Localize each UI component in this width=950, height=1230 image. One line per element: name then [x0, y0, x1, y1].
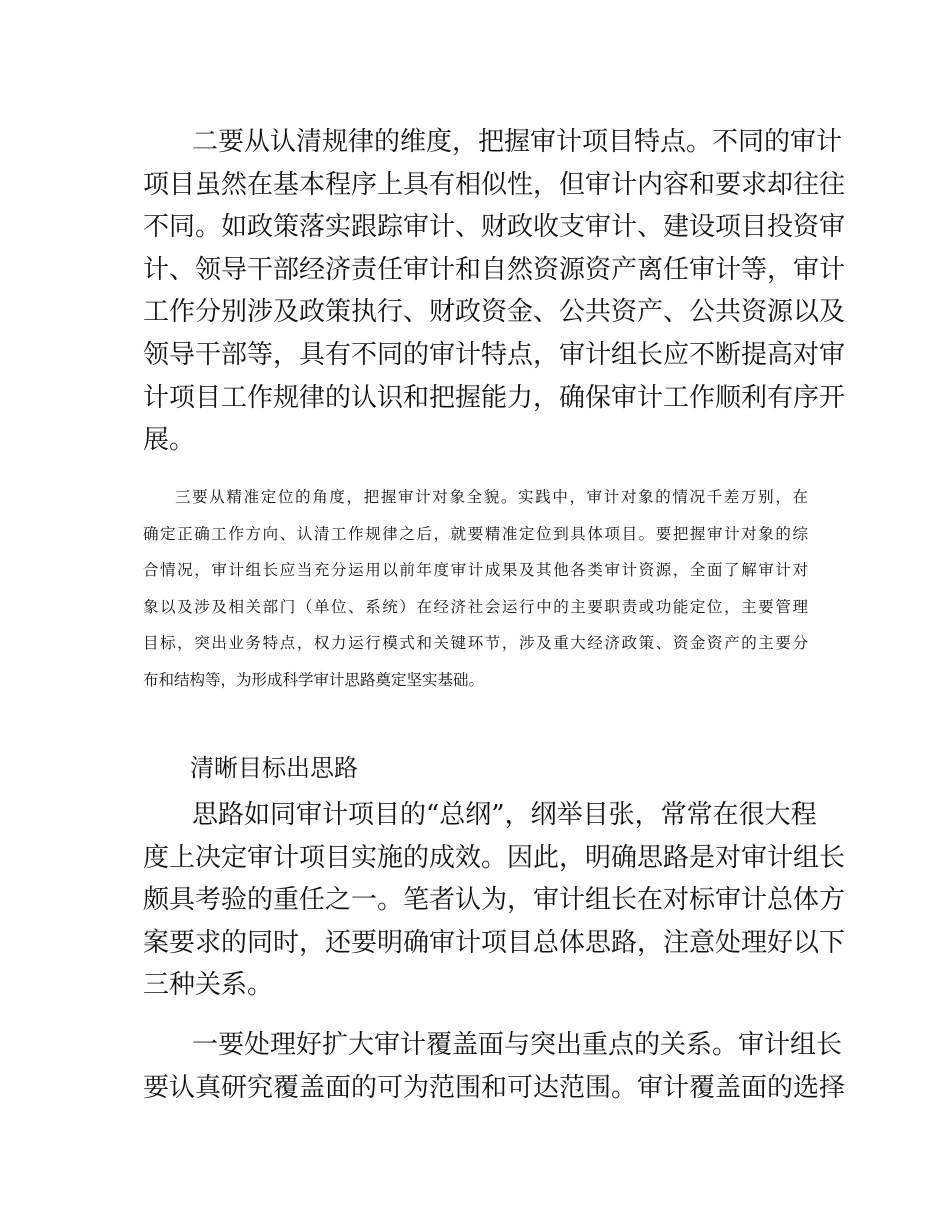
- paragraph-1: [143, 121, 846, 462]
- paragraph-3: [143, 794, 846, 1007]
- text-line: 二要从认清规律的维度，把握审计项目特点。不同的审计: [192, 127, 843, 157]
- text-line: 展。: [143, 425, 196, 456]
- paragraph-2: [143, 479, 808, 698]
- text-line: 三要从精准定位的角度，把握审计对象全貌。实践中，审计对象的情况千差万别，在: [175, 488, 808, 506]
- text-line: 要认真研究覆盖面的可为范围和可达范围。审计覆盖面的选择: [143, 1072, 846, 1103]
- text-line: 思路如同审计项目的“总纲”，纲举目张，常常在很大程: [192, 800, 817, 830]
- text-line: 领导干部等，具有不同的审计特点，审计组长应不断提高对审: [143, 339, 846, 370]
- text-line: 案要求的同时，还要明确审计项目总体思路，注意处理好以下: [143, 927, 846, 958]
- text-line: 确定正确工作方向、认清工作规律之后，就要精准定位到具体项目。要把握审计对象的综: [143, 524, 808, 543]
- text-line: 目标，突出业务特点，权力运行模式和关键环节，涉及重大经济政策、资金资产的主要分: [143, 634, 808, 652]
- text-line: 项目虽然在基本程序上具有相似性，但审计内容和要求却往往: [143, 169, 846, 200]
- text-line: 度上决定审计项目实施的成效。因此，明确思路是对审计组长: [143, 842, 846, 873]
- text-line: 不同。如政策落实跟踪审计、财政收支审计、建设项目投资审: [143, 212, 846, 243]
- text-line: 颇具考验的重任之一。笔者认为，审计组长在对标审计总体方: [143, 885, 846, 916]
- paragraph-4: [143, 1024, 846, 1109]
- text-line: 布和结构等，为形成科学审计思路奠定坚实基础。: [143, 670, 485, 689]
- text-line: 工作分别涉及政策执行、财政资金、公共资产、公共资源以及: [143, 297, 846, 328]
- text-line: 三种关系。: [143, 970, 274, 1001]
- text-line: 计项目工作规律的认识和把握能力，确保审计工作顺利有序开: [143, 382, 846, 413]
- text-line: 计、领导干部经济责任审计和自然资源资产离任审计等，审计: [143, 254, 846, 285]
- text-line: 象以及涉及相关部门（单位、系统）在经济社会运行中的主要职责或功能定位，主要管理: [143, 597, 808, 616]
- text-line: 合情况，审计组长应当充分运用以前年度审计成果及其他各类审计资源，全面了解审计对: [143, 561, 808, 579]
- text-line: 一要处理好扩大审计覆盖面与突出重点的关系。审计组长: [192, 1030, 843, 1060]
- section-heading: 清晰目标出思路: [190, 754, 358, 782]
